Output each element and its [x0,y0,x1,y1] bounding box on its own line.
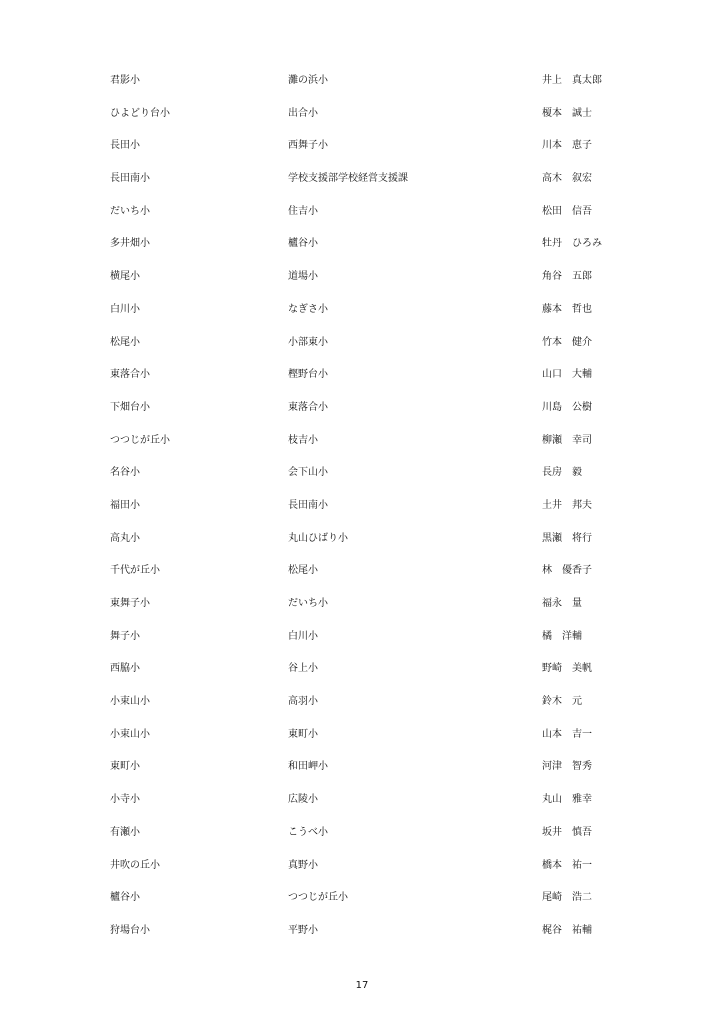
new-assignment: 東町小 [288,728,318,740]
surname: 橋本 [542,859,562,871]
person-name [542,890,592,906]
surname: 竹本 [542,336,562,348]
given-name: 大輔 [572,369,592,381]
surname: 山口 [542,369,562,381]
previous-school: 多井畑小 [110,238,150,250]
surname: 松田 [542,205,562,217]
list-row [110,923,630,956]
given-name: 健介 [572,336,592,348]
list-row [110,106,630,139]
new-assignment: 高羽小 [288,696,318,708]
list-row [110,73,630,106]
surname: 黒瀬 [542,532,562,544]
person-name [542,792,592,808]
list-row [110,858,630,891]
person-name [542,825,592,841]
new-assignment: 和田岬小 [288,761,328,773]
new-assignment: つつじが丘小 [288,892,348,904]
given-name: 恵子 [572,140,592,152]
previous-school: 東舞子小 [110,598,150,609]
list-row [110,661,630,694]
surname: 梶谷 [542,924,562,936]
surname: 坂井 [542,826,562,838]
person-name [542,727,592,743]
previous-school: 狩場台小 [110,924,150,936]
previous-school: 東町小 [110,761,140,773]
previous-school: つつじが丘小 [110,434,170,446]
surname: 川本 [542,140,562,152]
surname: 角谷 [542,271,562,283]
previous-school: 千代が丘小 [110,565,160,577]
surname: 河津 [542,761,562,773]
given-name: 毅 [572,467,582,479]
given-name: 叙宏 [572,173,592,185]
new-assignment: 白川小 [288,630,318,642]
list-row [110,335,630,368]
new-assignment: 長田南小 [288,499,328,511]
list-row [110,694,630,727]
person-name [542,759,592,775]
person-name [542,236,602,252]
surname: 林 [542,565,552,577]
given-name: 量 [572,598,582,609]
list-row [110,890,630,923]
given-name: 公樹 [572,401,592,413]
new-assignment: 灘の浜小 [288,75,328,86]
list-row [110,204,630,237]
new-assignment: 真野小 [288,859,318,871]
list-row [110,727,630,760]
person-name [542,367,592,383]
new-assignment: 東落合小 [288,401,328,413]
surname: 柳瀬 [542,434,562,446]
previous-school: 名谷小 [110,467,140,479]
given-name: 元 [572,696,582,708]
given-name: 五郎 [572,271,592,283]
list-row [110,400,630,433]
list-row [110,759,630,792]
person-name [542,302,592,318]
list-row [110,236,630,269]
surname: 藤本 [542,303,562,315]
person-name [542,531,592,547]
new-assignment: だいち小 [288,598,328,609]
list-row [110,792,630,825]
previous-school: 小寺小 [110,794,140,806]
surname: 川島 [542,401,562,413]
previous-school: 東落合小 [110,369,150,381]
given-name: 雅幸 [572,794,592,806]
given-name: ひろみ [572,238,602,250]
new-assignment: 住吉小 [288,205,318,217]
list-row [110,531,630,564]
given-name: 智秀 [572,761,592,773]
given-name: 優香子 [562,565,592,577]
given-name: 吉一 [572,728,592,740]
person-name [542,858,592,874]
surname: 長房 [542,467,562,479]
new-assignment: 丸山ひばり小 [288,532,348,544]
previous-school: 松尾小 [110,336,140,348]
given-name: 美帆 [572,663,592,675]
given-name: 信吾 [572,205,592,217]
person-name [542,661,592,677]
new-assignment: 櫨谷小 [288,238,318,250]
list-row [110,367,630,400]
person-name [542,73,602,89]
given-name: 洋輔 [562,630,582,642]
surname: 鈴木 [542,696,562,708]
person-name [542,923,592,939]
previous-school: 小束山小 [110,696,150,708]
new-assignment: 平野小 [288,924,318,936]
previous-school: 福田小 [110,499,140,511]
given-name: 邦夫 [572,499,592,511]
surname: 高木 [542,173,562,185]
surname: 牡丹 [542,238,562,250]
previous-school: 君影小 [110,75,140,86]
surname: 野崎 [542,663,562,675]
given-name: 幸司 [572,434,592,446]
new-assignment: こうべ小 [288,826,328,838]
new-assignment: 枝吉小 [288,434,318,446]
surname: 福永 [542,598,562,609]
person-name [542,335,592,351]
previous-school: 下畑台小 [110,401,150,413]
given-name: 浩二 [572,892,592,904]
new-assignment: 広陵小 [288,794,318,806]
new-assignment: 樫野台小 [288,369,328,381]
person-name [542,171,592,187]
given-name: 将行 [572,532,592,544]
given-name: 誠士 [572,107,592,119]
previous-school: ひよどり台小 [110,107,170,119]
new-assignment: 学校支援部学校経営支援課 [288,173,408,185]
new-assignment: なぎさ小 [288,303,328,315]
new-assignment: 松尾小 [288,565,318,577]
given-name: 祐輔 [572,924,592,936]
surname: 井上 [542,75,562,86]
surname: 山本 [542,728,562,740]
list-row [110,269,630,302]
previous-school: だいち小 [110,205,150,217]
list-row [110,596,630,629]
list-row [110,498,630,531]
new-assignment: 会下山小 [288,467,328,479]
previous-school: 舞子小 [110,630,140,642]
given-name: 真太郎 [572,75,602,86]
person-name [542,400,592,416]
previous-school: 長田南小 [110,173,150,185]
personnel-transfer-list [110,73,630,956]
previous-school: 西脇小 [110,663,140,675]
person-name [542,138,592,154]
given-name: 慎吾 [572,826,592,838]
list-row [110,138,630,171]
previous-school: 有瀬小 [110,826,140,838]
list-row [110,825,630,858]
new-assignment: 小部東小 [288,336,328,348]
list-row [110,171,630,204]
previous-school: 井吹の丘小 [110,859,160,871]
list-row [110,629,630,662]
surname: 丸山 [542,794,562,806]
person-name [542,204,592,220]
previous-school: 高丸小 [110,532,140,544]
list-row [110,563,630,596]
person-name [542,694,582,710]
list-row [110,433,630,466]
previous-school: 横尾小 [110,271,140,283]
person-name [542,465,582,481]
surname: 土井 [542,499,562,511]
person-name [542,498,592,514]
list-row [110,302,630,335]
surname: 橘 [542,630,552,642]
given-name: 祐一 [572,859,592,871]
new-assignment: 西舞子小 [288,140,328,152]
new-assignment: 谷上小 [288,663,318,675]
person-name [542,596,582,612]
previous-school: 白川小 [110,303,140,315]
page-number: 17 [355,980,369,991]
given-name: 哲也 [572,303,592,315]
surname: 尾崎 [542,892,562,904]
previous-school: 櫨谷小 [110,892,140,904]
surname: 榎本 [542,107,562,119]
new-assignment: 道場小 [288,271,318,283]
person-name [542,269,592,285]
person-name [542,106,592,122]
list-row [110,465,630,498]
person-name [542,563,592,579]
person-name [542,629,582,645]
person-name [542,433,592,449]
previous-school: 長田小 [110,140,140,152]
previous-school: 小束山小 [110,728,150,740]
new-assignment: 出合小 [288,107,318,119]
